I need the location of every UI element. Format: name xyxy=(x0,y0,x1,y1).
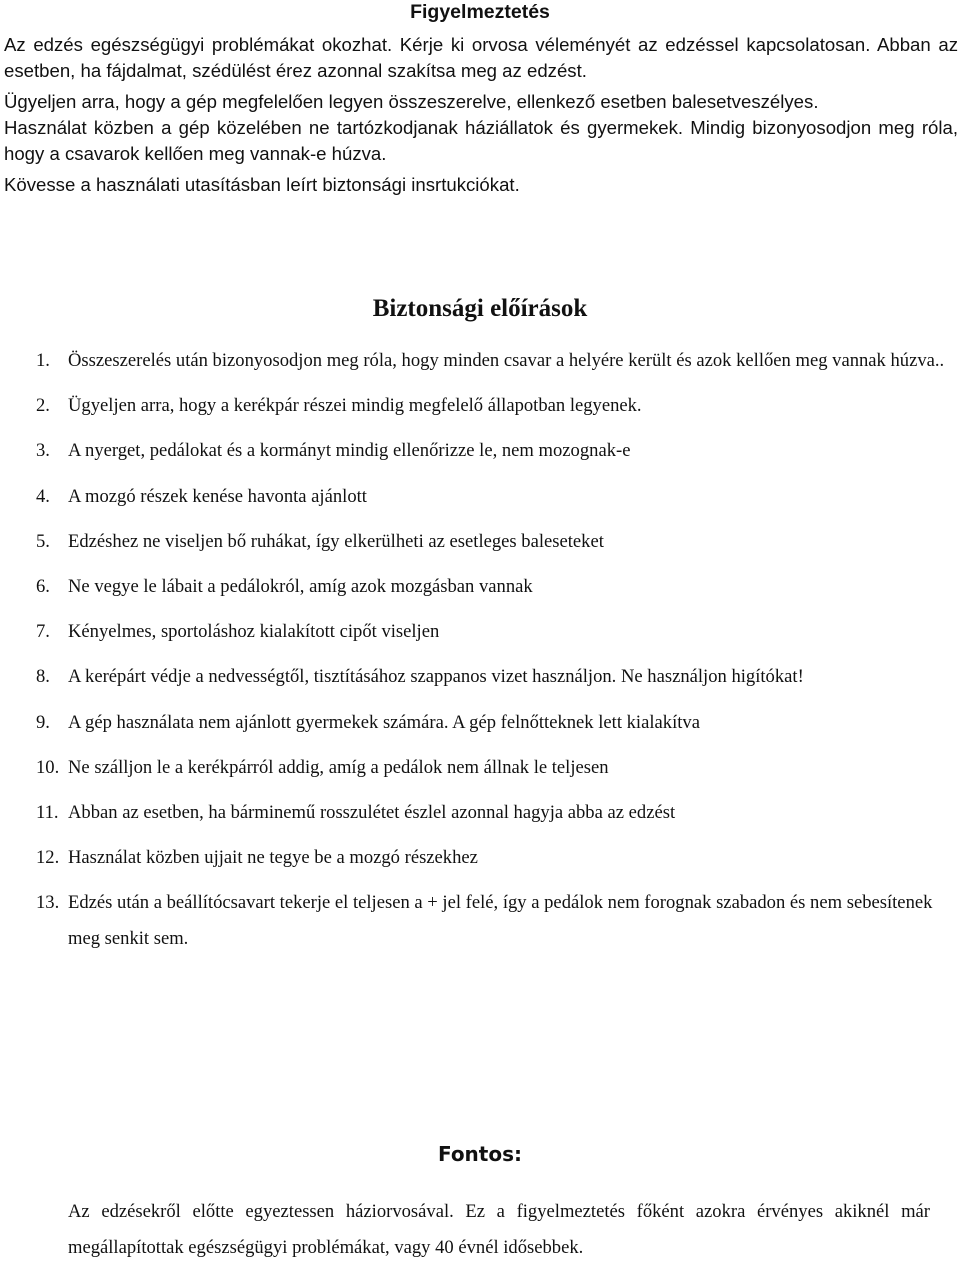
rule-text: A gép használata nem ajánlott gyermekek számára. A gép felnőtteknek lett kialakítva xyxy=(68,711,700,733)
rule-number: 10. xyxy=(36,756,60,778)
safety-rule-item xyxy=(0,885,960,956)
safety-rule-item xyxy=(0,705,960,741)
rule-number: 4. xyxy=(36,485,50,507)
rule-number: 3. xyxy=(36,440,50,462)
safety-rule-item xyxy=(0,659,960,695)
rule-number: 9. xyxy=(36,711,50,733)
rule-text: Ne vegye le lábait a pedálokról, amíg azok mozgásban vannak xyxy=(68,575,533,597)
warning-title: Figyelmeztetés xyxy=(410,1,550,23)
important-title: Fontos: xyxy=(437,1142,523,1166)
rule-number: 2. xyxy=(36,395,50,417)
warning-paragraph-health: Az edzés egészségügyi problémákat okozhat. Kérje ki orvosa véleményét az edzéssel kapcsolatosan. Abban az esetben, ha fájdalmat, szédülést érez azonnal szakítsa meg az edzést. xyxy=(4,34,958,81)
rule-text: A mozgó részek kenése havonta ajánlott xyxy=(68,485,367,507)
safety-rule-item xyxy=(0,388,960,424)
safety-rule-item xyxy=(0,479,960,515)
important-text: Az edzésekről előtte egyeztessen háziorvosával. Ez a figyelmeztetés főként azokra érvényes akiknél már megállapítottak egészségügyi problémákat, vagy 40 évnél idősebbek. xyxy=(68,1201,930,1258)
safety-rule-item xyxy=(0,795,960,831)
rule-number: 1. xyxy=(36,350,50,371)
rule-number: 12. xyxy=(36,847,60,869)
warning-paragraph-pets-children: Használat közben a gép közelében ne tartózkodjanak háziállatok és gyermekek. Mindig bizonyosodjon meg róla, hogy a csavarok kellően meg vannak-e húzva. xyxy=(4,117,958,164)
safety-rule-item xyxy=(0,569,960,605)
rule-number: 13. xyxy=(36,892,60,914)
warning-paragraph-assembly: Ügyeljen arra, hogy a gép megfelelően legyen összeszerelve, ellenkező esetben balesetveszélyes. xyxy=(4,91,819,112)
rule-number: 6. xyxy=(36,575,50,597)
rule-text: Kényelmes, sportoláshoz kialakított cipőt viseljen xyxy=(68,621,440,643)
safety-rule-item xyxy=(0,840,960,876)
rule-number: 7. xyxy=(36,621,50,643)
rule-text: Ügyeljen arra, hogy a kerékpár részei mindig megfelelő állapotban legyenek. xyxy=(68,395,642,417)
rule-text: Abban az esetben, ha bárminemű rosszulétet észlel azonnal hagyja abba az edzést xyxy=(68,801,676,823)
rule-text: Edzéshez ne viseljen bő ruhákat, így elkerülheti az esetleges baleseteket xyxy=(68,530,604,552)
rule-number: 5. xyxy=(36,530,50,552)
rule-text: A nyerget, pedálokat és a kormányt mindig ellenőrizze le, nem mozognak-e xyxy=(68,440,631,462)
rule-text: Összeszerelés után bizonyosodjon meg róla, hogy minden csavar a helyére került és azok kellően meg vannak húzva.. xyxy=(68,350,945,371)
rule-text: Ne szálljon le a kerékpárról addig, amíg a pedálok nem állnak le teljesen xyxy=(68,756,609,778)
safety-rule-item xyxy=(0,524,960,560)
rule-number: 8. xyxy=(36,666,50,688)
safety-rule-item xyxy=(0,433,960,469)
rule-text: Edzés után a beállítócsavart tekerje el teljesen a + jel felé, így a pedálok nem forognak szabadon és nem sebesítenek meg senkit sem. xyxy=(68,892,933,949)
warning-paragraph-instructions: Kövesse a használati utasításban leírt biztonsági insrtukciókat. xyxy=(4,174,520,195)
safety-rule-item xyxy=(0,750,960,786)
safety-rules-title: Biztonsági előírások xyxy=(372,295,588,322)
rule-text: Használat közben ujjait ne tegye be a mozgó részekhez xyxy=(68,847,478,869)
rule-number: 11. xyxy=(36,801,59,823)
safety-rules-list xyxy=(0,343,960,966)
safety-rule-item xyxy=(0,343,960,379)
safety-rule-item xyxy=(0,614,960,650)
rule-text: A kerépárt védje a nedvességtől, tisztításához szappanos vizet használjon. Ne használjon higítókat! xyxy=(68,666,804,688)
